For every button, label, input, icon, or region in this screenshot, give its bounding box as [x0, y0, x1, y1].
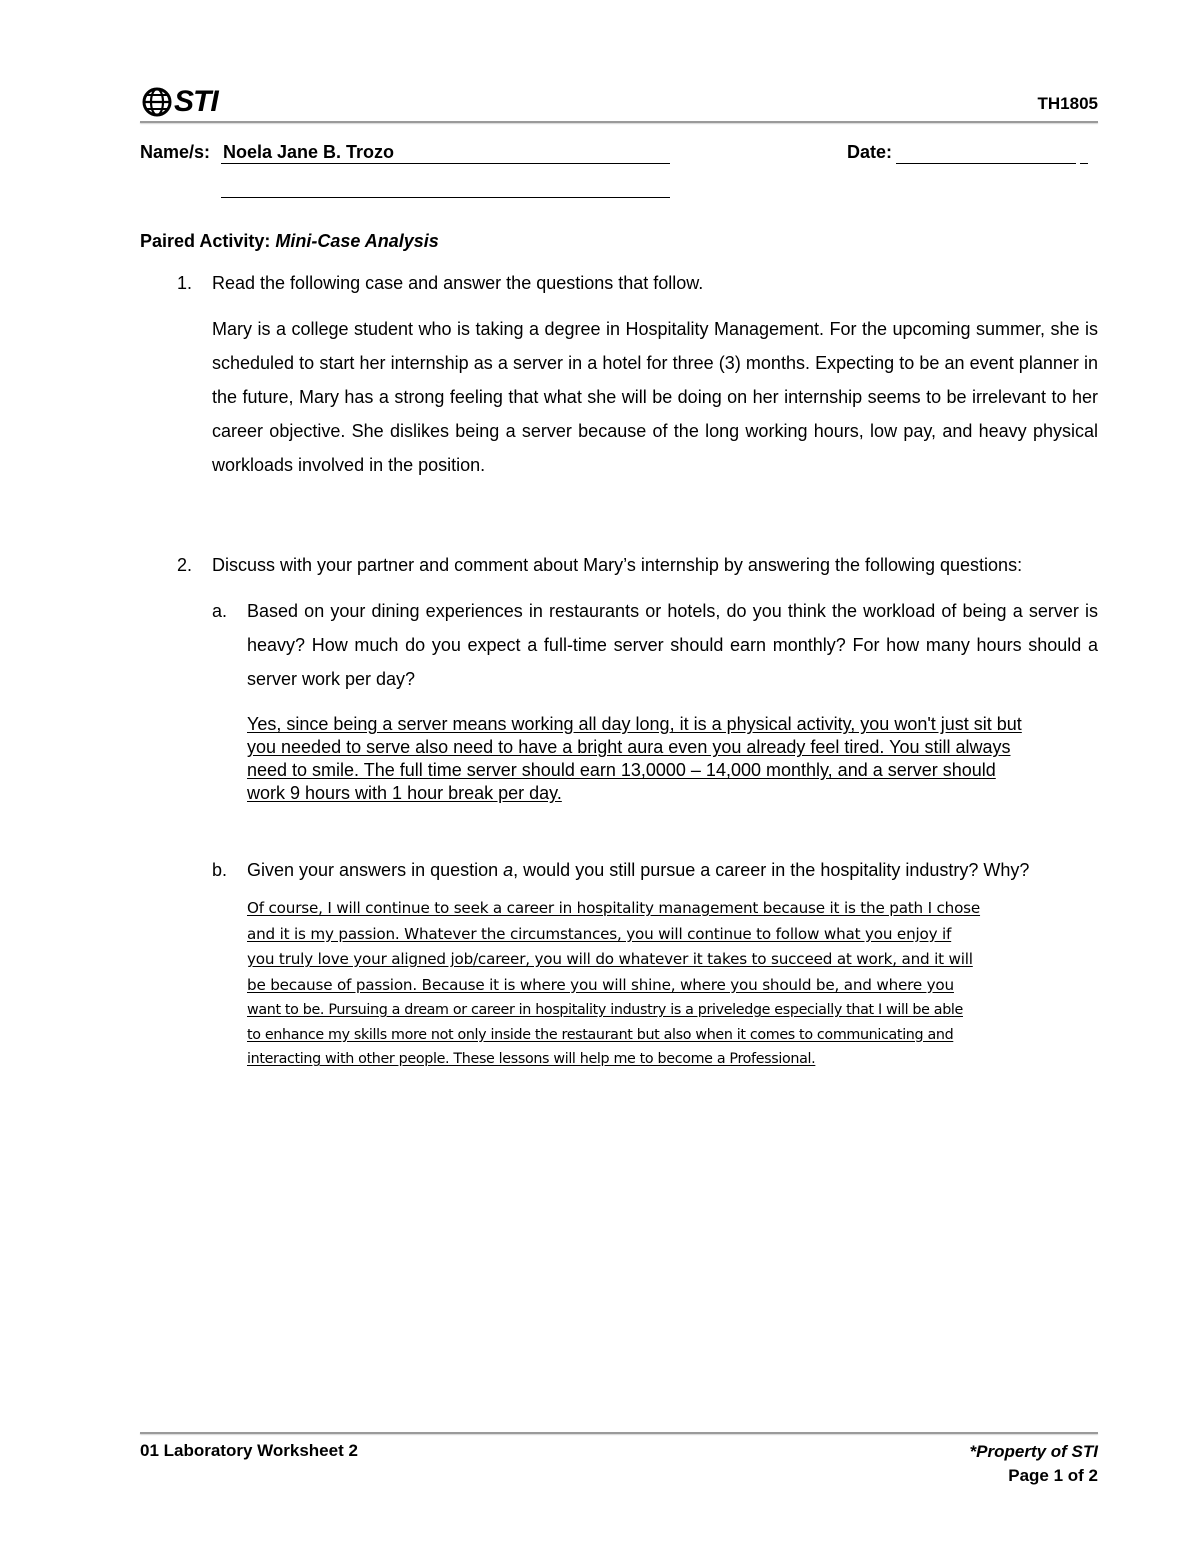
answer-line: you truly love your aligned job/career, you will do whatever it takes to succeed at work, and it will — [247, 950, 973, 968]
question-text-part: Given your answers in question — [247, 860, 504, 880]
answer-line: you needed to serve also need to have a bright aura even you already feel tired. You still always — [247, 737, 1011, 757]
date-field-tail — [1080, 142, 1088, 164]
question-text-part: , would you still pursue a career in the hospitality industry? Why? — [513, 860, 1030, 880]
globe-logo-icon — [142, 87, 172, 117]
answer-line: Yes, since being a server means working all day long, it is a physical activity, you won't just sit but — [247, 714, 1022, 734]
header-rule — [140, 121, 1098, 123]
question-text — [247, 860, 1107, 881]
item-number: 2. — [177, 555, 193, 575]
answer-b — [247, 896, 1117, 1072]
name-label: Name/s: — [140, 142, 211, 162]
date-field[interactable] — [896, 142, 1076, 164]
answer-line: to enhance my skills more not only inside the restaurant but also when it comes to communicating and — [247, 1026, 954, 1043]
name-field-second-line[interactable] — [221, 196, 670, 198]
sti-logo — [142, 84, 232, 120]
name-field[interactable] — [221, 142, 670, 164]
document-code: TH1805 — [1037, 94, 1098, 113]
activity-title: Mini-Case Analysis — [275, 231, 439, 251]
worksheet-title: 01 Laboratory Worksheet 2 — [140, 1441, 358, 1460]
logo-text: STI — [174, 85, 218, 118]
question-text: Based on your dining experiences in restaurants or hotels, do you think the workload of being a server is heavy? How much do you expect a full-time server should earn monthly? For how many hours should a server work per day? — [247, 601, 1098, 689]
question-letter: b. — [212, 860, 228, 880]
case-text: Mary is a college student who is taking a degree in Hospitality Management. For the upcoming summer, she is scheduled to start her internship as a server in a hotel for three (3) months. Expecting to be an event planner in the future, Mary has a strong feeling that what she will be doing on her internship seems to be irrelevant to her career objective. She dislikes being a server because of the long working hours, low pay, and heavy physical workloads involved in the position. — [212, 319, 1098, 475]
question-text-emphasis: a — [503, 860, 514, 880]
activity-label: Paired Activity: — [140, 231, 271, 251]
answer-line: interacting with other people. These lessons will help me to become a Professional. — [247, 1051, 816, 1068]
footer-rule — [140, 1432, 1098, 1434]
item-instruction: Read the following case and answer the questions that follow. — [212, 273, 704, 293]
item-instruction: Discuss with your partner and comment about Mary’s internship by answering the following questions: — [212, 555, 1023, 575]
answer-line: work 9 hours with 1 hour break per day. — [247, 783, 562, 803]
activity-heading — [140, 231, 439, 252]
answer-line: be because of passion. Because it is where you will shine, where you should be, and where you — [247, 975, 954, 994]
question-letter: a. — [212, 601, 228, 621]
footer-right — [970, 1440, 1098, 1488]
item-number: 1. — [177, 273, 193, 293]
name-value: Noela Jane B. Trozo — [223, 142, 395, 162]
answer-line: and it is my passion. Whatever the circumstances, you will continue to follow what you enjoy if — [247, 924, 952, 943]
date-label: Date: — [847, 142, 893, 162]
page-number: Page 1 of 2 — [1008, 1466, 1098, 1485]
answer-line: want to be. Pursuing a dream or career in hospitality industry is a priveledge especially that I will be able — [247, 1002, 963, 1018]
answer-line: Of course, I will continue to seek a career in hospitality management because it is the path I chose — [247, 899, 981, 917]
property-notice: *Property of STI — [969, 1442, 1098, 1461]
answer-a — [247, 713, 1117, 805]
answer-line: need to smile. The full time server should earn 13,0000 – 14,000 monthly, and a server should — [247, 760, 996, 780]
